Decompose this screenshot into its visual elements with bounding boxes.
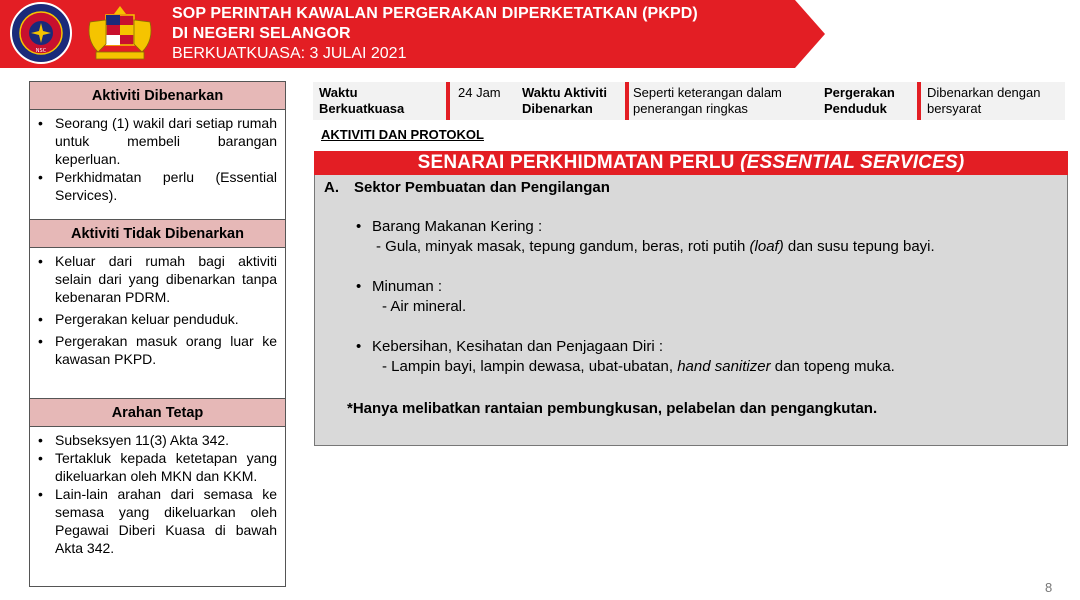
left-column	[29, 81, 286, 587]
bullet-icon: •	[38, 169, 43, 185]
not-allowed-activities-heading: Aktiviti Tidak Dibenarkan	[30, 220, 285, 248]
list-item: • Subseksyen 11(3) Akta 342.	[38, 432, 230, 448]
allowed-activities-list	[30, 110, 285, 208]
divider	[917, 82, 921, 120]
allowed-activities-heading: Aktiviti Dibenarkan	[30, 82, 285, 110]
header-banner	[0, 0, 800, 68]
effective-time-label: Waktu Berkuatkuasa	[319, 85, 405, 116]
activity-time-value: Seperti keterangan dalam penerangan ringkas	[633, 85, 782, 116]
list-item: • Minuman :	[356, 278, 443, 295]
not-allowed-activities-box	[29, 220, 286, 399]
mkn-emblem-logo	[9, 1, 73, 65]
bullet-icon: •	[38, 115, 43, 131]
essential-services-box	[314, 151, 1068, 446]
list-item: • Kebersihan, Kesihatan dan Penjagaan Diri :	[356, 338, 664, 355]
list-item: • Lain-lain arahan dari semasa ke semasa yang dikeluarkan oleh Pegawai Diberi Kuasa di bawah Akta 342.	[38, 486, 277, 556]
sub-item: - Lampin bayi, lampin dewasa, ubat-ubatan, hand sanitizer dan topeng muka.	[382, 358, 895, 375]
list-item: • Tertakluk kepada ketetapan yang dikeluarkan oleh MKN dan KKM.	[38, 450, 277, 484]
essential-services-heading: SENARAI PERKHIDMATAN PERLU (ESSENTIAL SERVICES)	[314, 151, 1068, 175]
effective-date: BERKUATKUASA: 3 JULAI 2021	[172, 45, 407, 62]
note-text: *Hanya melibatkan rantaian pembungkusan, pelabelan dan pengangkutan.	[347, 400, 878, 417]
coat-of-arms-logo	[82, 2, 158, 64]
sub-item: - Air mineral.	[382, 298, 467, 315]
bullet-icon: •	[38, 311, 43, 327]
allowed-activities-box	[29, 81, 286, 220]
bullet-icon: •	[356, 278, 362, 295]
list-item: • Keluar dari rumah bagi aktiviti selain dari yang dibenarkan tanpa kebenaran PDRM.	[38, 253, 277, 305]
nsc-text: NSC	[35, 48, 47, 54]
section-label: AKTIVITI DAN PROTOKOL	[321, 127, 484, 142]
bullet-icon: •	[38, 450, 43, 466]
sub-item: - Gula, minyak masak, tepung gandum, beras, roti putih (loaf) dan susu tepung bayi.	[376, 238, 935, 255]
list-item: • Pergerakan keluar penduduk.	[38, 311, 239, 327]
effective-time-value: 24 Jam	[458, 85, 501, 100]
list-item: • Seorang (1) wakil dari setiap rumah untuk membeli barangan keperluan.	[38, 115, 277, 167]
bullet-icon: •	[38, 253, 43, 269]
bullet-icon: •	[38, 432, 43, 448]
activity-time-label: Waktu Aktiviti Dibenarkan	[522, 85, 607, 116]
bullet-icon: •	[356, 338, 362, 355]
divider	[446, 82, 450, 120]
page-number: 8	[1045, 580, 1053, 595]
resident-movement-value: Dibenarkan dengan bersyarat	[927, 85, 1041, 116]
directives-box	[29, 399, 286, 587]
not-allowed-activities-list	[30, 248, 285, 372]
directives-list	[30, 427, 285, 561]
info-row	[313, 82, 1065, 120]
header-title-block	[172, 4, 698, 64]
sector-title: A. Sektor Pembuatan dan Pengilangan	[324, 179, 610, 196]
bullet-icon: •	[38, 486, 43, 502]
resident-movement-label: Pergerakan Penduduk	[824, 85, 895, 116]
list-item: • Perkhidmatan perlu (Essential Services).	[38, 169, 277, 203]
divider	[625, 82, 629, 120]
bullet-icon: •	[356, 218, 362, 235]
directives-heading: Arahan Tetap	[30, 399, 285, 427]
list-item: • Barang Makanan Kering :	[356, 218, 543, 235]
page-subtitle: DI NEGERI SELANGOR	[172, 25, 351, 42]
page-title: SOP PERINTAH KAWALAN PERGERAKAN DIPERKETATKAN (PKPD)	[172, 5, 698, 22]
list-item: • Pergerakan masuk orang luar ke kawasan PKPD.	[38, 333, 277, 367]
bullet-icon: •	[38, 333, 43, 349]
